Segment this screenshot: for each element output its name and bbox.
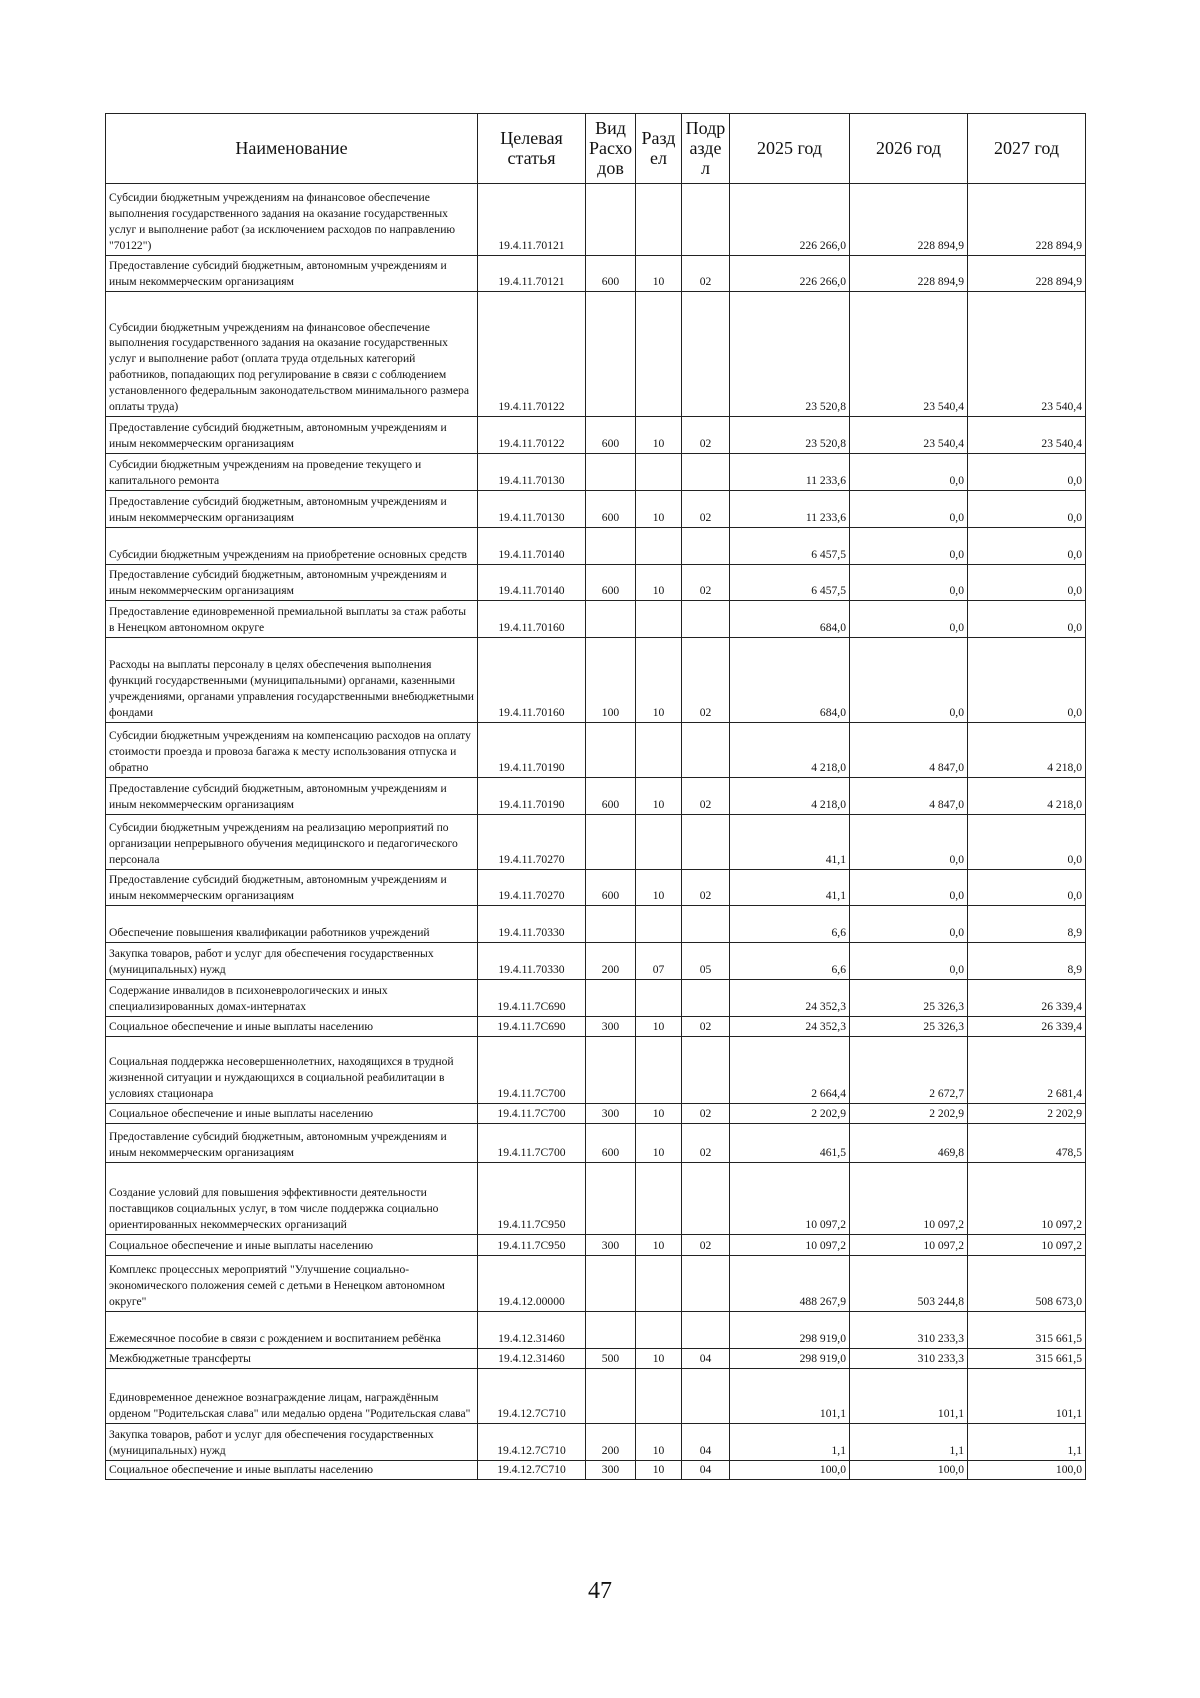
- row-amount-2025-cell: 684,0: [730, 601, 850, 638]
- row-amount-2027-cell: 0,0: [968, 601, 1086, 638]
- row-amount-2027-cell: 478,5: [968, 1124, 1086, 1163]
- row-amount-2025-cell: 23 520,8: [730, 417, 850, 454]
- table-row: [106, 870, 1086, 906]
- row-expense-type-cell: [586, 815, 636, 870]
- row-expense-type-cell: [586, 528, 636, 565]
- row-amount-2026-cell: 4 847,0: [850, 778, 968, 815]
- row-name-cell: Субсидии бюджетным учреждениям на реализацию мероприятий по организации непрерывного обучения медицинского и педагогического персонала: [106, 815, 478, 870]
- row-section-cell: 10: [636, 256, 682, 292]
- row-amount-2026-cell: 0,0: [850, 870, 968, 906]
- row-section-cell: 10: [636, 417, 682, 454]
- row-section-cell: [636, 454, 682, 491]
- row-amount-2025-cell: 6,6: [730, 943, 850, 980]
- row-amount-2026-cell: 10 097,2: [850, 1163, 968, 1235]
- row-amount-2025-cell: 4 218,0: [730, 723, 850, 778]
- row-amount-2026-cell: 100,0: [850, 1461, 968, 1480]
- row-amount-2027-cell: 0,0: [968, 454, 1086, 491]
- row-amount-2026-cell: 0,0: [850, 815, 968, 870]
- row-amount-2025-cell: 6 457,5: [730, 528, 850, 565]
- row-target-article-cell: 19.4.11.7С690: [478, 980, 586, 1017]
- row-amount-2025-cell: 11 233,6: [730, 454, 850, 491]
- row-subsection-cell: 05: [682, 943, 730, 980]
- row-amount-2025-cell: 6,6: [730, 906, 850, 943]
- row-expense-type-cell: 600: [586, 565, 636, 601]
- row-target-article-cell: 19.4.11.7С950: [478, 1163, 586, 1235]
- row-name-cell: Субсидии бюджетным учреждениям на проведение текущего и капитального ремонта: [106, 454, 478, 491]
- row-amount-2026-cell: 0,0: [850, 528, 968, 565]
- row-amount-2026-cell: 0,0: [850, 491, 968, 528]
- row-amount-2027-cell: 508 673,0: [968, 1256, 1086, 1312]
- row-name-cell: Предоставление субсидий бюджетным, автономным учреждениям и иным некоммерческим организациям: [106, 491, 478, 528]
- row-target-article-cell: 19.4.11.70270: [478, 815, 586, 870]
- row-section-cell: [636, 184, 682, 256]
- row-name-cell: Предоставление субсидий бюджетным, автономным учреждениям и иным некоммерческим организациям: [106, 256, 478, 292]
- row-expense-type-cell: [586, 1312, 636, 1349]
- row-section-cell: [636, 906, 682, 943]
- row-amount-2027-cell: 1,1: [968, 1424, 1086, 1461]
- row-expense-type-cell: 600: [586, 870, 636, 906]
- row-section-cell: 10: [636, 565, 682, 601]
- row-subsection-cell: 02: [682, 491, 730, 528]
- row-subsection-cell: 04: [682, 1424, 730, 1461]
- row-amount-2025-cell: 11 233,6: [730, 491, 850, 528]
- row-amount-2026-cell: 2 672,7: [850, 1037, 968, 1104]
- row-target-article-cell: 19.4.11.70330: [478, 906, 586, 943]
- row-amount-2025-cell: 684,0: [730, 638, 850, 723]
- budget-table: [105, 113, 1086, 1480]
- row-target-article-cell: 19.4.11.70130: [478, 454, 586, 491]
- row-name-cell: Субсидии бюджетным учреждениям на финансовое обеспечение выполнения государственного задания на оказание государственных услуг и выполнение работ (оплата труда отдельных категорий работников, попадающих под регулирование в связи с соблюдением установленного федеральным законодательством минимального размера оплаты труда): [106, 292, 478, 417]
- row-amount-2025-cell: 41,1: [730, 870, 850, 906]
- row-section-cell: 10: [636, 778, 682, 815]
- row-subsection-cell: [682, 454, 730, 491]
- page-number: 47: [588, 1578, 612, 1604]
- row-amount-2026-cell: 101,1: [850, 1369, 968, 1424]
- row-amount-2027-cell: 4 218,0: [968, 778, 1086, 815]
- table-row: [106, 601, 1086, 638]
- row-amount-2026-cell: 310 233,3: [850, 1349, 968, 1369]
- row-expense-type-cell: 300: [586, 1104, 636, 1124]
- row-expense-type-cell: [586, 1037, 636, 1104]
- row-amount-2026-cell: 469,8: [850, 1124, 968, 1163]
- row-amount-2027-cell: 2 202,9: [968, 1104, 1086, 1124]
- row-amount-2027-cell: 228 894,9: [968, 184, 1086, 256]
- header-year-2027: 2027 год: [968, 114, 1086, 184]
- row-expense-type-cell: 600: [586, 417, 636, 454]
- row-target-article-cell: 19.4.11.70122: [478, 292, 586, 417]
- table-row: [106, 1163, 1086, 1235]
- row-section-cell: [636, 723, 682, 778]
- row-target-article-cell: 19.4.12.7С710: [478, 1369, 586, 1424]
- row-amount-2027-cell: 4 218,0: [968, 723, 1086, 778]
- table-row: [106, 528, 1086, 565]
- row-target-article-cell: 19.4.11.70190: [478, 778, 586, 815]
- row-name-cell: Социальное обеспечение и иные выплаты населению: [106, 1017, 478, 1037]
- row-section-cell: 10: [636, 1235, 682, 1256]
- row-name-cell: Закупка товаров, работ и услуг для обеспечения государственных (муниципальных) нужд: [106, 943, 478, 980]
- row-name-cell: Закупка товаров, работ и услуг для обеспечения государственных (муниципальных) нужд: [106, 1424, 478, 1461]
- header-name: Наименование: [106, 114, 478, 184]
- table-row: [106, 1349, 1086, 1369]
- row-amount-2025-cell: 10 097,2: [730, 1163, 850, 1235]
- row-amount-2027-cell: 100,0: [968, 1461, 1086, 1480]
- row-section-cell: 10: [636, 491, 682, 528]
- header-year-2026: 2026 год: [850, 114, 968, 184]
- row-section-cell: 10: [636, 1424, 682, 1461]
- row-amount-2025-cell: 461,5: [730, 1124, 850, 1163]
- table-row: [106, 1256, 1086, 1312]
- row-target-article-cell: 19.4.11.70121: [478, 184, 586, 256]
- row-expense-type-cell: 600: [586, 1124, 636, 1163]
- row-expense-type-cell: 600: [586, 256, 636, 292]
- row-target-article-cell: 19.4.11.70190: [478, 723, 586, 778]
- row-name-cell: Субсидии бюджетным учреждениям на финансовое обеспечение выполнения государственного задания на оказание государственных услуг и выполнение работ (за исключением расходов по направлению "70122"): [106, 184, 478, 256]
- table-row: [106, 1104, 1086, 1124]
- row-amount-2025-cell: 298 919,0: [730, 1349, 850, 1369]
- row-target-article-cell: 19.4.11.7С690: [478, 1017, 586, 1037]
- row-subsection-cell: [682, 1369, 730, 1424]
- row-name-cell: Предоставление субсидий бюджетным, автономным учреждениям и иным некоммерческим организациям: [106, 870, 478, 906]
- row-section-cell: 10: [636, 1124, 682, 1163]
- row-section-cell: [636, 1256, 682, 1312]
- row-amount-2027-cell: 315 661,5: [968, 1349, 1086, 1369]
- row-amount-2027-cell: 8,9: [968, 906, 1086, 943]
- row-amount-2025-cell: 4 218,0: [730, 778, 850, 815]
- row-amount-2025-cell: 100,0: [730, 1461, 850, 1480]
- row-section-cell: 10: [636, 1349, 682, 1369]
- row-expense-type-cell: [586, 601, 636, 638]
- row-target-article-cell: 19.4.11.70160: [478, 638, 586, 723]
- row-amount-2025-cell: 10 097,2: [730, 1235, 850, 1256]
- row-amount-2027-cell: 0,0: [968, 638, 1086, 723]
- row-subsection-cell: [682, 528, 730, 565]
- table-row: [106, 256, 1086, 292]
- row-target-article-cell: 19.4.11.70330: [478, 943, 586, 980]
- header-subsection: Подр азде л: [682, 114, 730, 184]
- row-name-cell: Предоставление субсидий бюджетным, автономным учреждениям и иным некоммерческим организациям: [106, 417, 478, 454]
- row-name-cell: Обеспечение повышения квалификации работников учреждений: [106, 906, 478, 943]
- table-row: [106, 1235, 1086, 1256]
- row-subsection-cell: 02: [682, 417, 730, 454]
- row-name-cell: Социальное обеспечение и иные выплаты населению: [106, 1461, 478, 1480]
- row-expense-type-cell: [586, 292, 636, 417]
- row-name-cell: Предоставление субсидий бюджетным, автономным учреждениям и иным некоммерческим организациям: [106, 565, 478, 601]
- row-subsection-cell: 02: [682, 638, 730, 723]
- row-amount-2027-cell: 101,1: [968, 1369, 1086, 1424]
- row-amount-2025-cell: 226 266,0: [730, 184, 850, 256]
- row-amount-2025-cell: 6 457,5: [730, 565, 850, 601]
- row-amount-2027-cell: 0,0: [968, 565, 1086, 601]
- row-subsection-cell: 04: [682, 1461, 730, 1480]
- row-name-cell: Предоставление субсидий бюджетным, автономным учреждениям и иным некоммерческим организациям: [106, 778, 478, 815]
- header-target-article: Целевая статья: [478, 114, 586, 184]
- table-row: [106, 491, 1086, 528]
- table-row: [106, 906, 1086, 943]
- row-target-article-cell: 19.4.11.7С700: [478, 1104, 586, 1124]
- table-row: [106, 1312, 1086, 1349]
- row-amount-2027-cell: 315 661,5: [968, 1312, 1086, 1349]
- row-subsection-cell: 02: [682, 1235, 730, 1256]
- row-amount-2025-cell: 2 664,4: [730, 1037, 850, 1104]
- table-row: [106, 778, 1086, 815]
- row-subsection-cell: 02: [682, 778, 730, 815]
- row-name-cell: Социальное обеспечение и иные выплаты населению: [106, 1235, 478, 1256]
- row-target-article-cell: 19.4.12.31460: [478, 1312, 586, 1349]
- table-row: [106, 638, 1086, 723]
- row-expense-type-cell: 300: [586, 1235, 636, 1256]
- table-row: [106, 417, 1086, 454]
- row-amount-2025-cell: 101,1: [730, 1369, 850, 1424]
- row-amount-2027-cell: 228 894,9: [968, 256, 1086, 292]
- row-name-cell: Социальная поддержка несовершеннолетних, находящихся в трудной жизненной ситуации и нуждающихся в социальной реабилитации в условиях стационара: [106, 1037, 478, 1104]
- row-expense-type-cell: [586, 454, 636, 491]
- row-target-article-cell: 19.4.11.70122: [478, 417, 586, 454]
- row-amount-2025-cell: 24 352,3: [730, 1017, 850, 1037]
- row-name-cell: Субсидии бюджетным учреждениям на компенсацию расходов на оплату стоимости проезда и провоза багажа к месту использования отпуска и обратно: [106, 723, 478, 778]
- row-amount-2027-cell: 26 339,4: [968, 980, 1086, 1017]
- row-target-article-cell: 19.4.11.70140: [478, 565, 586, 601]
- row-name-cell: Предоставление субсидий бюджетным, автономным учреждениям и иным некоммерческим организациям: [106, 1124, 478, 1163]
- row-amount-2027-cell: 23 540,4: [968, 417, 1086, 454]
- row-expense-type-cell: [586, 723, 636, 778]
- row-name-cell: Социальное обеспечение и иные выплаты населению: [106, 1104, 478, 1124]
- row-target-article-cell: 19.4.12.31460: [478, 1349, 586, 1369]
- row-subsection-cell: [682, 1163, 730, 1235]
- row-amount-2025-cell: 2 202,9: [730, 1104, 850, 1124]
- table-row: [106, 1369, 1086, 1424]
- row-subsection-cell: [682, 1037, 730, 1104]
- row-target-article-cell: 19.4.12.7С710: [478, 1461, 586, 1480]
- row-amount-2026-cell: 25 326,3: [850, 1017, 968, 1037]
- table-row: [106, 1124, 1086, 1163]
- row-amount-2026-cell: 23 540,4: [850, 292, 968, 417]
- row-subsection-cell: [682, 723, 730, 778]
- row-section-cell: 10: [636, 638, 682, 723]
- row-subsection-cell: [682, 292, 730, 417]
- row-expense-type-cell: 100: [586, 638, 636, 723]
- table-row: [106, 1037, 1086, 1104]
- row-subsection-cell: [682, 1256, 730, 1312]
- row-target-article-cell: 19.4.11.7С700: [478, 1037, 586, 1104]
- row-section-cell: [636, 528, 682, 565]
- table-row: [106, 184, 1086, 256]
- row-amount-2025-cell: 24 352,3: [730, 980, 850, 1017]
- row-target-article-cell: 19.4.11.70270: [478, 870, 586, 906]
- table-row: [106, 943, 1086, 980]
- table-row: [106, 454, 1086, 491]
- row-subsection-cell: [682, 815, 730, 870]
- row-amount-2026-cell: 228 894,9: [850, 184, 968, 256]
- row-amount-2026-cell: 4 847,0: [850, 723, 968, 778]
- row-section-cell: [636, 1312, 682, 1349]
- table-row: [106, 292, 1086, 417]
- row-amount-2026-cell: 0,0: [850, 638, 968, 723]
- row-amount-2025-cell: 298 919,0: [730, 1312, 850, 1349]
- row-name-cell: Единовременное денежное вознаграждение лицам, награждённым орденом "Родительская слава" или медалью ордена "Родительская слава": [106, 1369, 478, 1424]
- row-expense-type-cell: 300: [586, 1461, 636, 1480]
- row-expense-type-cell: [586, 980, 636, 1017]
- row-amount-2027-cell: 23 540,4: [968, 292, 1086, 417]
- row-subsection-cell: 02: [682, 1104, 730, 1124]
- row-section-cell: [636, 1163, 682, 1235]
- table-row: [106, 565, 1086, 601]
- row-target-article-cell: 19.4.12.00000: [478, 1256, 586, 1312]
- row-expense-type-cell: 600: [586, 778, 636, 815]
- row-target-article-cell: 19.4.11.70121: [478, 256, 586, 292]
- row-section-cell: [636, 601, 682, 638]
- row-amount-2025-cell: 1,1: [730, 1424, 850, 1461]
- row-expense-type-cell: [586, 906, 636, 943]
- row-subsection-cell: [682, 906, 730, 943]
- row-subsection-cell: 04: [682, 1349, 730, 1369]
- row-target-article-cell: 19.4.11.7С700: [478, 1124, 586, 1163]
- row-section-cell: 10: [636, 1017, 682, 1037]
- row-amount-2025-cell: 41,1: [730, 815, 850, 870]
- row-target-article-cell: 19.4.12.7С710: [478, 1424, 586, 1461]
- row-name-cell: Ежемесячное пособие в связи с рождением и воспитанием ребёнка: [106, 1312, 478, 1349]
- row-amount-2027-cell: 0,0: [968, 815, 1086, 870]
- row-subsection-cell: 02: [682, 1017, 730, 1037]
- row-amount-2026-cell: 503 244,8: [850, 1256, 968, 1312]
- row-amount-2027-cell: 0,0: [968, 870, 1086, 906]
- table-row: [106, 980, 1086, 1017]
- row-amount-2027-cell: 0,0: [968, 491, 1086, 528]
- row-amount-2027-cell: 10 097,2: [968, 1163, 1086, 1235]
- table-row: [106, 815, 1086, 870]
- row-amount-2025-cell: 488 267,9: [730, 1256, 850, 1312]
- row-amount-2026-cell: 310 233,3: [850, 1312, 968, 1349]
- row-name-cell: Содержание инвалидов в психоневрологических и иных специализированных домах-интернатах: [106, 980, 478, 1017]
- row-amount-2026-cell: 2 202,9: [850, 1104, 968, 1124]
- row-name-cell: Субсидии бюджетным учреждениям на приобретение основных средств: [106, 528, 478, 565]
- row-target-article-cell: 19.4.11.7С950: [478, 1235, 586, 1256]
- table-header-row: [106, 114, 1086, 184]
- row-subsection-cell: [682, 184, 730, 256]
- row-amount-2027-cell: 10 097,2: [968, 1235, 1086, 1256]
- row-subsection-cell: [682, 980, 730, 1017]
- row-expense-type-cell: 200: [586, 943, 636, 980]
- row-amount-2026-cell: 0,0: [850, 454, 968, 491]
- row-amount-2026-cell: 228 894,9: [850, 256, 968, 292]
- row-amount-2026-cell: 25 326,3: [850, 980, 968, 1017]
- row-amount-2027-cell: 2 681,4: [968, 1037, 1086, 1104]
- row-expense-type-cell: [586, 184, 636, 256]
- row-amount-2027-cell: 26 339,4: [968, 1017, 1086, 1037]
- row-subsection-cell: [682, 1312, 730, 1349]
- row-expense-type-cell: [586, 1163, 636, 1235]
- header-year-2025: 2025 год: [730, 114, 850, 184]
- row-amount-2026-cell: 1,1: [850, 1424, 968, 1461]
- row-section-cell: [636, 292, 682, 417]
- row-expense-type-cell: 300: [586, 1017, 636, 1037]
- table-row: [106, 1017, 1086, 1037]
- row-name-cell: Предоставление единовременной премиальной выплаты за стаж работы в Ненецком автономном округе: [106, 601, 478, 638]
- row-amount-2025-cell: 23 520,8: [730, 292, 850, 417]
- table-row: [106, 1461, 1086, 1480]
- row-expense-type-cell: 600: [586, 491, 636, 528]
- row-target-article-cell: 19.4.11.70160: [478, 601, 586, 638]
- row-amount-2026-cell: 0,0: [850, 906, 968, 943]
- row-amount-2027-cell: 8,9: [968, 943, 1086, 980]
- header-section: Разд ел: [636, 114, 682, 184]
- row-expense-type-cell: [586, 1256, 636, 1312]
- row-section-cell: [636, 1037, 682, 1104]
- row-subsection-cell: 02: [682, 870, 730, 906]
- row-target-article-cell: 19.4.11.70140: [478, 528, 586, 565]
- row-amount-2026-cell: 10 097,2: [850, 1235, 968, 1256]
- row-name-cell: Расходы на выплаты персоналу в целях обеспечения выполнения функций государственными (муниципальными) органами, казенными учреждениями, органами управления государственными внебюджетными фондами: [106, 638, 478, 723]
- table-row: [106, 1424, 1086, 1461]
- row-subsection-cell: 02: [682, 256, 730, 292]
- row-section-cell: 10: [636, 1461, 682, 1480]
- row-subsection-cell: [682, 601, 730, 638]
- row-expense-type-cell: [586, 1369, 636, 1424]
- row-amount-2027-cell: 0,0: [968, 528, 1086, 565]
- row-section-cell: [636, 1369, 682, 1424]
- row-amount-2026-cell: 0,0: [850, 943, 968, 980]
- row-name-cell: Создание условий для повышения эффективности деятельности поставщиков социальных услуг, в том числе поддержка социально ориентированных некоммерческих организаций: [106, 1163, 478, 1235]
- document-page: [105, 113, 1085, 1480]
- row-subsection-cell: 02: [682, 1124, 730, 1163]
- row-subsection-cell: 02: [682, 565, 730, 601]
- row-amount-2026-cell: 0,0: [850, 601, 968, 638]
- row-section-cell: 07: [636, 943, 682, 980]
- row-name-cell: Комплекс процессных мероприятий "Улучшение социально-экономического положения семей с детьми в Ненецком автономном округе": [106, 1256, 478, 1312]
- row-name-cell: Межбюджетные трансферты: [106, 1349, 478, 1369]
- table-row: [106, 723, 1086, 778]
- row-section-cell: 10: [636, 870, 682, 906]
- row-expense-type-cell: 200: [586, 1424, 636, 1461]
- row-expense-type-cell: 500: [586, 1349, 636, 1369]
- table-body: [106, 184, 1086, 1480]
- row-target-article-cell: 19.4.11.70130: [478, 491, 586, 528]
- row-amount-2026-cell: 0,0: [850, 565, 968, 601]
- row-section-cell: 10: [636, 1104, 682, 1124]
- row-section-cell: [636, 980, 682, 1017]
- row-section-cell: [636, 815, 682, 870]
- row-amount-2025-cell: 226 266,0: [730, 256, 850, 292]
- header-expense-type: Вид Расхо дов: [586, 114, 636, 184]
- row-amount-2026-cell: 23 540,4: [850, 417, 968, 454]
